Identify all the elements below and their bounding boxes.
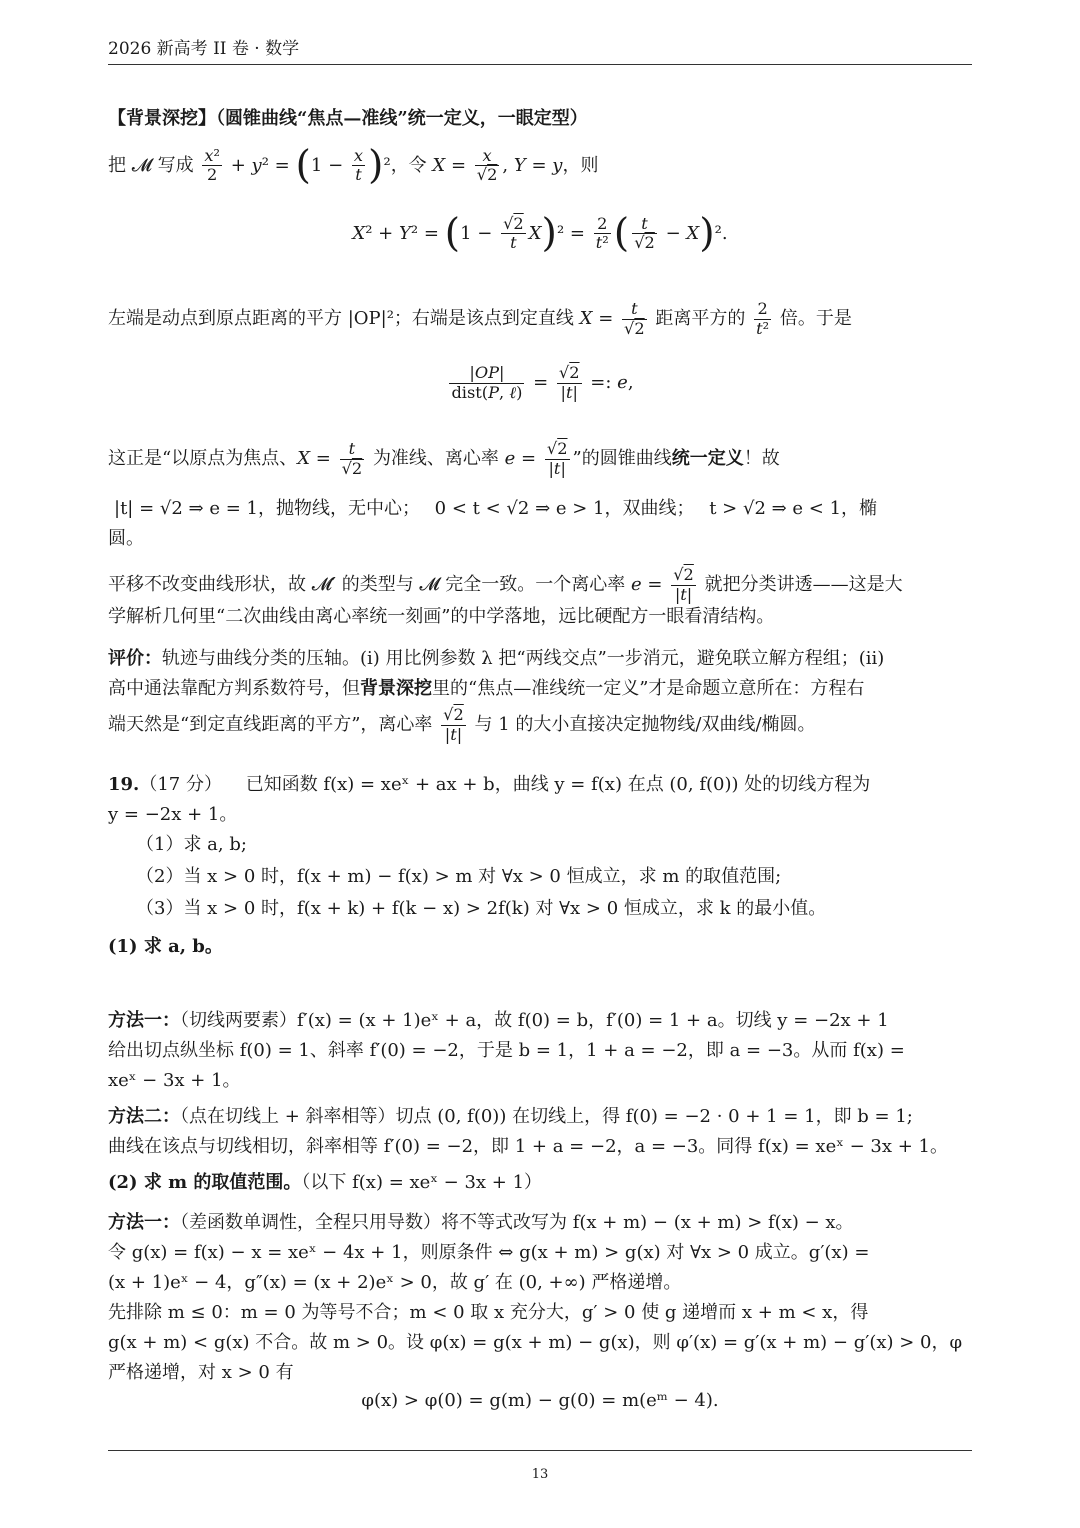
page-header-title: 2026 新高考 II 卷 · 数学 [108,39,300,59]
evaluation-line2-bold: 背景深挖 [360,678,432,699]
part2-para-line-3: 严格递增，对 x > 0 有 [108,1362,294,1383]
part2-final-equation: φ(x) > φ(0) = g(m) − g(0) = m(eᵐ − 4). [361,1390,719,1411]
evaluation-label: 评价： [108,648,162,669]
part2-para-line-1: 先排除 m ≤ 0：m = 0 为等号不合；m < 0 取 x 充分大，g′ > 0 使 g 递增而 x + m < x，得 [108,1302,869,1323]
evaluation-line2-prefix: 高中通法靠配方判系数符号，但 [108,678,360,699]
problem-q3: （3）当 x > 0 时，f(x + k) + f(k − x) > 2f(k) 对 ∀x > 0 恒成立，求 k 的最小值。 [136,898,827,919]
problem-points: （17 分） [139,774,222,795]
part1-method2-label: 方法二： [108,1106,180,1127]
evaluation-line3-tail: 与 1 的大小直接决定抛物线/双曲线/椭圆。 [474,714,816,736]
conclude-mid2: ”的圆锥曲线 [572,448,672,470]
problem-stem-line-1 [108,770,972,800]
explain-tail: 倍。于是 [779,308,852,330]
part1-method1-line-3: xeˣ − 3x + 1。 [108,1070,241,1091]
problem-stem-line-2: y = −2x + 1。 [108,804,238,825]
shift-line-1: 平移不改变曲线形状，故 𝓜′ 的类型与 𝓜 完全一致。一个离心率 e = $\frac{√2}{|t|}$ 就把分类讲透——这是大 [108,565,903,604]
conclude-mid1: 为准线、离心率 [372,448,499,470]
shift-tail: 就把分类讲透——这是大 [704,574,903,596]
header-rule [108,64,972,65]
cases-line-1: |t| = √2 ⇒ e = 1，抛物线，无中心； 0 < t < √2 ⇒ e > 1，双曲线； t > √2 ⇒ e < 1，椭 [114,498,878,519]
explain-prefix: 左端是动点到原点距离的平方 |OP|²；右端是该点到定直线 [108,308,574,330]
evaluation-line2-tail: 里的“焦点—准线统一定义”才是命题立意所在：方程右 [432,678,865,699]
part1-method2-line-2: 曲线在该点与切线相切，斜率相等 f′(0) = −2，即 1 + a = −2，a = −3。同得 f(x) = xeˣ − 3x + 1。 [108,1136,948,1157]
display-equation-xy: X² + Y² = (1 − $\frac{√2}{t}$ X)² = $\frac{2}{\text{t²}}$ ( $\frac{t}{√2}$ − X)². [352,210,728,256]
part2-heading-bold: (2) 求 m 的取值范围。 [108,1172,302,1193]
problem-stem-text: 已知函数 f(x) = xeˣ + ax + b，曲线 y = f(x) 在点 (0, f(0)) 处的切线方程为 [245,774,871,795]
conclude-bold: 统一定义 [671,448,744,470]
conclude-tail: ！故 [743,448,780,470]
evaluation-line-1 [108,644,972,674]
formula-x2-over-2: $\frac{\text{x²}}{2}$ [204,145,220,185]
rewrite-tail: ，则 [562,154,599,176]
shift-prefix: 平移不改变曲线形状，故 𝓜′ 的类型与 𝓜 完全一致。一个离心率 [108,574,626,596]
evaluation-line-2 [108,674,972,704]
background-heading: 【背景深挖】（圆锥曲线“焦点—准线”统一定义，一眼定型） [108,108,588,129]
conclude-prefix: 这正是“以原点为焦点、 [108,448,298,470]
part2-method1-text: （差函数单调性，全程只用导数）将不等式改写为 f(x + m) − (x + m) > f(x) − x。 [180,1212,854,1233]
shift-line-2: 学解析几何里“二次曲线由离心率统一刻画”的中学落地，远比硬配方一眼看清结构。 [108,606,775,627]
footer-rule [108,1450,972,1451]
problem-q2: （2）当 x > 0 时，f(x + m) − f(x) > m 对 ∀x > 0 恒成立，求 m 的取值范围; [136,866,782,887]
part1-method2-line-1 [108,1102,972,1132]
part1-method1-text: （切线两要素）f′(x) = (x + 1)eˣ + a，故 f(0) = b，f′(0) = 1 + a。切线 y = −2x + 1 [180,1010,889,1031]
part2-method1-line-1 [108,1208,972,1238]
part2-method1-label: 方法一： [108,1212,180,1233]
part2-para-line-2: g(x + m) < g(x) 不合。故 m > 0。设 φ(x) = g(x + m) − g(x)，则 φ′(x) = g′(x + m) − g′(x) > 0，φ [108,1332,963,1353]
part1-method1-line-1 [108,1006,972,1036]
problem-number: 19. [108,774,140,795]
part2-heading-note: （以下 f(x) = xeˣ − 3x + 1） [301,1172,543,1193]
problem-q1: （1）求 a, b; [136,834,247,855]
cases-line-2: 圆。 [108,528,144,549]
part1-method2-text: （点在切线上 + 斜率相等）切点 (0, f(0)) 在切线上，得 f(0) = −2 · 0 + 1 = 1，即 b = 1; [180,1106,913,1127]
part2-heading [108,1168,972,1198]
display-equation-eccentricity: |OP| dist(P, ℓ) = $\frac{√2}{|t|}$ =: e, [451,363,634,402]
evaluation-text-1: 轨迹与曲线分类的压轴。(i) 用比例参数 λ 把“两线交点”一步消元，避免联立解方程组；(ii) [162,648,885,669]
background-conclude-line: 这正是“以原点为焦点、X = $\frac{t}{√2}$ 为准线、离心率 e = $\frac{√2}{|t|}$ ”的圆锥曲线统一定义！故 [108,439,780,478]
explain-mid: 距离平方的 [655,308,746,330]
evaluation-line3-prefix: 端天然是“到定直线距离的平方”，离心率 [108,714,433,736]
page-number: 13 [531,1467,549,1482]
background-explain-line: 左端是动点到原点距离的平方 |OP|²；右端是该点到定直线 X = $\frac{t}{√2}$ 距离平方的 $\frac{2}{\text{t²}}$ 倍。于是 [108,299,852,338]
part1-method1-line-2: 给出切点纵坐标 f(0) = 1、斜率 f′(0) = −2，于是 b = 1，1 + a = −2，即 a = −3。从而 f(x) = [108,1040,905,1061]
part2-method1-line-3: (x + 1)eˣ − 4，g″(x) = (x + 2)eˣ > 0，故 g′ 在 (0, +∞) 严格递增。 [108,1272,682,1293]
part2-method1-line-2: 令 g(x) = f(x) − x = xeˣ − 4x + 1，则原条件 ⇔ g(x + m) > g(x) 对 ∀x > 0 成立。g′(x) = [108,1242,870,1263]
rewrite-prefix: 把 𝓜 写成 [108,154,194,176]
evaluation-line-3: 端天然是“到定直线距离的平方”，离心率 $\frac{√2}{|t|}$ 与 1 的大小直接决定抛物线/双曲线/椭圆。 [108,705,816,744]
rewrite-mid: ，令 [390,154,427,176]
part1-heading: (1) 求 a, b。 [108,936,223,957]
part1-method1-label: 方法一： [108,1010,180,1031]
background-rewrite-line: 把 𝓜 写成 $\frac{\text{x²}}{2}$ + y² = (1 − $\frac{x}{t}$ )²，令 X = $\frac{x}{√2}$ , Y = y，则 [108,142,599,188]
